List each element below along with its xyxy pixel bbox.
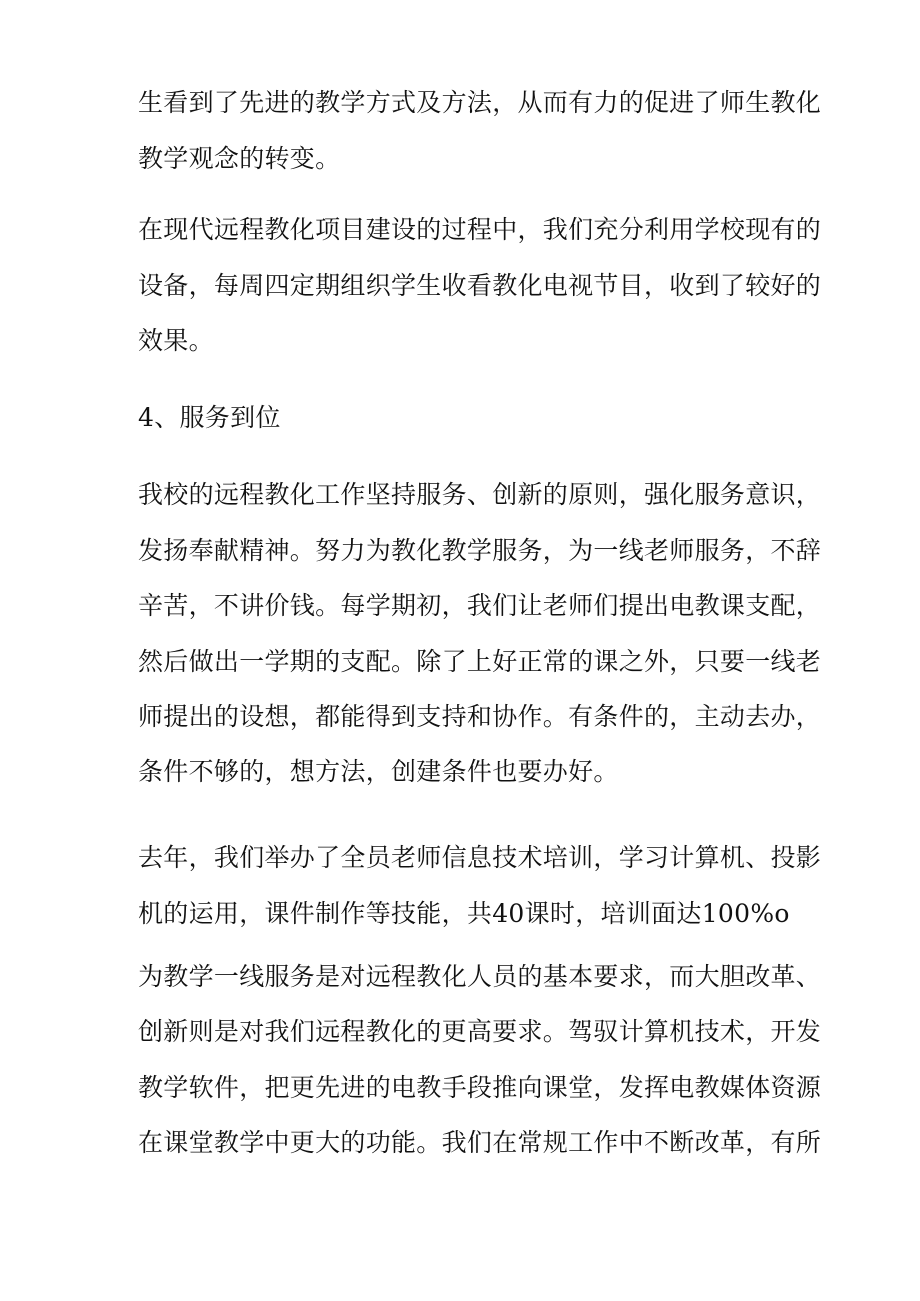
paragraph-5-line-2: 机的运用，课件制作等技能，共40课时，培训面达100%o — [138, 899, 790, 928]
paragraph-6-line-3: 教学软件，把更先进的电教手段推向课堂，发挥电教媒体资源 — [138, 1073, 822, 1102]
paragraph-4-line-6: 条件不够的，想方法，创建条件也要办好。 — [138, 757, 619, 786]
paragraph-4-line-2: 发扬奉献精神。努力为教化教学服务，为一线老师服务，不辞 — [138, 536, 822, 565]
section-heading: 4、服务到位 — [138, 403, 281, 432]
paragraph-5-line-1: 去年，我们举办了全员老师信息技术培训，学习计算机、投影 — [138, 843, 822, 872]
paragraph-2-line-1: 在现代远程教化项目建设的过程中，我们充分利用学校现有的 — [138, 215, 822, 244]
paragraph-2-line-3: 效果。 — [138, 326, 214, 355]
paragraph-2-line-2: 设备，每周四定期组织学生收看教化电视节目，收到了较好的 — [138, 271, 822, 300]
paragraph-4-line-1: 我校的远程教化工作坚持服务、创新的原则，强化服务意识， — [138, 480, 822, 509]
paragraph-6-line-4: 在课堂教学中更大的功能。我们在常规工作中不断改革，有所 — [138, 1128, 822, 1157]
paragraph-1-line-2: 教学观念的转变。 — [138, 144, 341, 173]
paragraph-6-line-1: 为教学一线服务是对远程教化人员的基本要求，而大胆改革、 — [138, 962, 822, 991]
paragraph-4-line-4: 然后做出一学期的支配。除了上好正常的课之外，只要一线老 — [138, 647, 822, 676]
paragraph-6-line-2: 创新则是对我们远程教化的更高要求。驾驭计算机技术，开发 — [138, 1017, 822, 1046]
paragraph-4-line-5: 师提出的设想，都能得到支持和协作。有条件的，主动去办， — [138, 702, 822, 731]
paragraph-1-line-1: 生看到了先进的教学方式及方法，从而有力的促进了师生教化 — [138, 88, 822, 117]
paragraph-4-line-3: 辛苦，不讲价钱。每学期初，我们让老师们提出电教课支配， — [138, 591, 822, 620]
